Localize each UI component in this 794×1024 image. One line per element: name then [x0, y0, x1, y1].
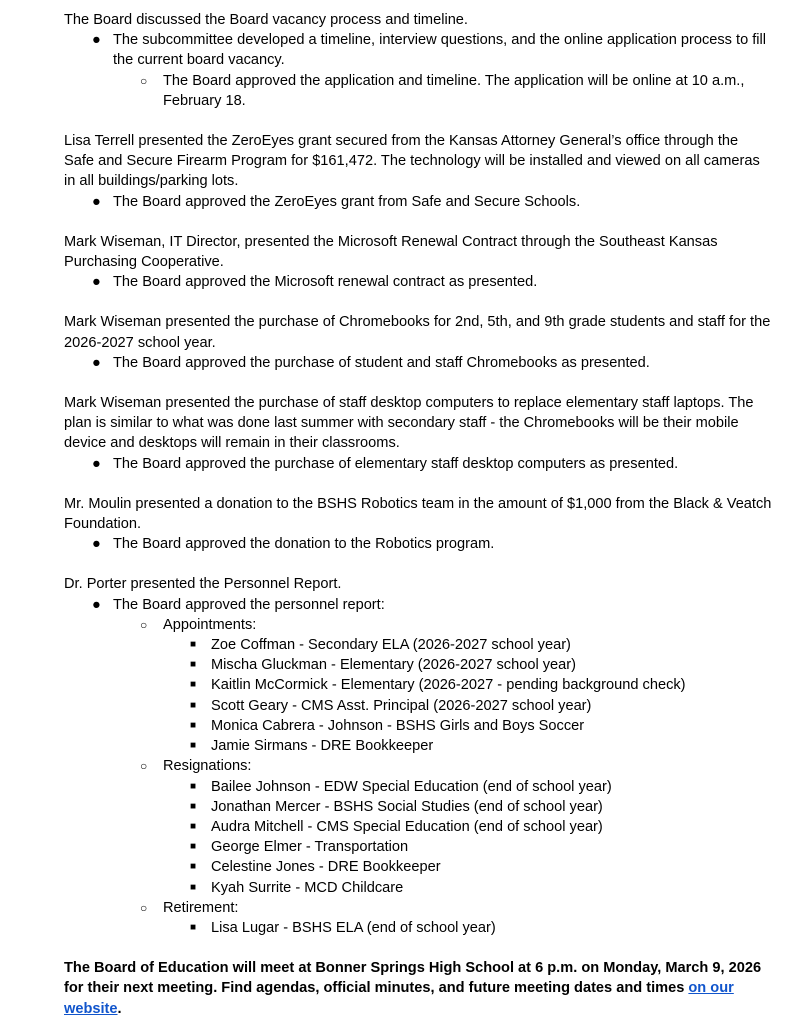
list-item	[64, 635, 772, 655]
personnel-entry: George Elmer - Transportation	[211, 839, 409, 856]
list-item	[64, 353, 772, 373]
bullet-circle-icon: ○	[140, 73, 148, 88]
bullet-list-level1	[64, 595, 772, 615]
bullet-list-level1	[64, 272, 772, 292]
bullet-list-level2	[64, 898, 772, 918]
list-item	[64, 454, 772, 474]
group-heading-text: Resignations:	[163, 758, 252, 775]
personnel-group-heading-appointments	[64, 615, 772, 635]
bullet-list-level1	[64, 30, 772, 70]
bullet-disc-icon: ●	[92, 354, 101, 371]
bullet-square-icon: ■	[190, 639, 197, 651]
section-staff-desktops	[64, 393, 772, 474]
personnel-entry: Celestine Jones - DRE Bookkeeper	[211, 859, 441, 876]
list-item	[64, 817, 772, 837]
bullet-list-level3-retirement	[64, 918, 772, 938]
bullet-circle-icon: ○	[140, 900, 148, 915]
list-item	[64, 71, 772, 111]
list-item	[64, 192, 772, 212]
bullet-circle-icon: ○	[140, 617, 148, 632]
bullet-square-icon: ■	[190, 881, 197, 893]
section-board-vacancy	[64, 10, 772, 111]
bullet-disc-icon: ●	[92, 455, 101, 472]
list-item	[64, 675, 772, 695]
personnel-entry: Audra Mitchell - CMS Special Education (end of school year)	[211, 818, 603, 835]
personnel-entry: Lisa Lugar - BSHS ELA (end of school year)	[211, 919, 496, 936]
section-personnel-report	[64, 574, 772, 938]
bullet-square-icon: ■	[190, 659, 197, 671]
personnel-entry: Monica Cabrera - Johnson - BSHS Girls and Boys Soccer	[211, 717, 585, 734]
bullet-square-icon: ■	[190, 861, 197, 873]
bullet-square-icon: ■	[190, 800, 197, 812]
list-item-text: The Board approved the donation to the Robotics program.	[113, 536, 495, 553]
bullet-square-icon: ■	[190, 719, 197, 731]
list-item	[64, 696, 772, 716]
list-item-text: The Board approved the ZeroEyes grant from Safe and Secure Schools.	[113, 193, 581, 210]
personnel-group-heading-retirement	[64, 898, 772, 918]
list-item	[64, 837, 772, 857]
personnel-entry: Kyah Surrite - MCD Childcare	[211, 879, 404, 896]
group-heading-text: Retirement:	[163, 899, 239, 916]
section-paragraph: Lisa Terrell presented the ZeroEyes grant secured from the Kansas Attorney General’s office through the Safe and Secure Firearm Program for $161,472. The technology will be installed and viewed on all cameras in all buildings/parking lots.	[64, 133, 760, 190]
bullet-disc-icon: ●	[92, 193, 101, 210]
bullet-list-level1	[64, 353, 772, 373]
list-item	[64, 857, 772, 877]
bullet-list-level1	[64, 454, 772, 474]
list-item	[64, 30, 772, 70]
bullet-list-level1	[64, 534, 772, 554]
personnel-entry: Bailee Johnson - EDW Special Education (end of school year)	[211, 778, 612, 795]
list-item	[64, 272, 772, 292]
personnel-entry: Kaitlin McCormick - Elementary (2026-2027 - pending background check)	[211, 677, 686, 694]
bullet-square-icon: ■	[190, 820, 197, 832]
bullet-square-icon: ■	[190, 679, 197, 691]
document-body	[64, 10, 772, 1019]
closing-paragraph	[64, 958, 772, 1019]
bullet-disc-icon: ●	[92, 536, 101, 553]
closing-text-after-link: .	[117, 1000, 122, 1017]
list-item	[64, 878, 772, 898]
list-item	[64, 534, 772, 554]
list-item-text: The Board approved the purchase of student and staff Chromebooks as presented.	[113, 354, 650, 371]
section-paragraph: The Board discussed the Board vacancy process and timeline.	[64, 12, 468, 28]
bullet-disc-icon: ●	[92, 32, 101, 49]
personnel-entry: Mischa Gluckman - Elementary (2026-2027 school year)	[211, 657, 577, 674]
section-paragraph: Mark Wiseman presented the purchase of staff desktop computers to replace elementary staff laptops. The plan is similar to what was done last summer with secondary staff - the Chromebooks will be their mobile device and desktops will remain in their classrooms.	[64, 395, 754, 452]
section-paragraph: Mark Wiseman, IT Director, presented the Microsoft Renewal Contract through the Southeast Kansas Purchasing Cooperative.	[64, 233, 718, 271]
personnel-entry: Scott Geary - CMS Asst. Principal (2026-2027 school year)	[211, 697, 592, 714]
list-item	[64, 716, 772, 736]
bullet-list-level2	[64, 71, 772, 111]
group-heading-text: Appointments:	[163, 616, 257, 633]
bullet-list-level2	[64, 615, 772, 635]
list-item-text: The Board approved the purchase of elementary staff desktop computers as presented.	[113, 455, 679, 472]
personnel-group-heading-resignations	[64, 756, 772, 776]
list-item	[64, 777, 772, 797]
list-item-text: The subcommittee developed a timeline, interview questions, and the online application process to fill the current board vacancy.	[113, 32, 767, 69]
closing-text-before-link: The Board of Education will meet at Bonner Springs High School at 6 p.m. on Monday, March 9, 2026 for their next meeting. Find agendas, official minutes, and future meeting dates and times	[64, 960, 762, 997]
list-item-text: The Board approved the application and timeline. The application will be online at 10 a.m., February 18.	[163, 72, 745, 109]
section-microsoft-renewal	[64, 232, 772, 293]
bullet-square-icon: ■	[190, 921, 197, 933]
bullet-disc-icon: ●	[92, 274, 101, 291]
section-zeroeyes-grant	[64, 131, 772, 212]
bullet-square-icon: ■	[190, 841, 197, 853]
on-our-website-link[interactable]: on our website	[64, 980, 734, 1017]
bullet-list-level1	[64, 192, 772, 212]
list-item	[64, 797, 772, 817]
list-item	[64, 595, 772, 615]
section-chromebooks-purchase	[64, 312, 772, 373]
personnel-entry: Jonathan Mercer - BSHS Social Studies (end of school year)	[211, 798, 603, 815]
personnel-approval-line: The Board approved the personnel report:	[113, 596, 385, 613]
bullet-square-icon: ■	[190, 780, 197, 792]
bullet-circle-icon: ○	[140, 759, 148, 774]
list-item-text: The Board approved the Microsoft renewal contract as presented.	[113, 274, 538, 291]
personnel-entry: Zoe Coffman - Secondary ELA (2026-2027 school year)	[211, 637, 571, 654]
list-item	[64, 736, 772, 756]
section-paragraph: Dr. Porter presented the Personnel Report.	[64, 576, 342, 593]
personnel-entry: Jamie Sirmans - DRE Bookkeeper	[211, 738, 434, 755]
bullet-square-icon: ■	[190, 699, 197, 711]
section-paragraph: Mr. Moulin presented a donation to the BSHS Robotics team in the amount of $1,000 from the Black & Veatch Foundation.	[64, 495, 772, 533]
section-paragraph: Mark Wiseman presented the purchase of Chromebooks for 2nd, 5th, and 9th grade students and staff for the 2026-2027 school year.	[64, 314, 771, 351]
list-item	[64, 918, 772, 938]
bullet-list-level2	[64, 756, 772, 776]
list-item	[64, 655, 772, 675]
bullet-list-level3-appointments	[64, 635, 772, 756]
bullet-list-level3-resignations	[64, 777, 772, 898]
bullet-square-icon: ■	[190, 740, 197, 752]
section-robotics-donation	[64, 494, 772, 555]
bullet-disc-icon: ●	[92, 596, 101, 613]
